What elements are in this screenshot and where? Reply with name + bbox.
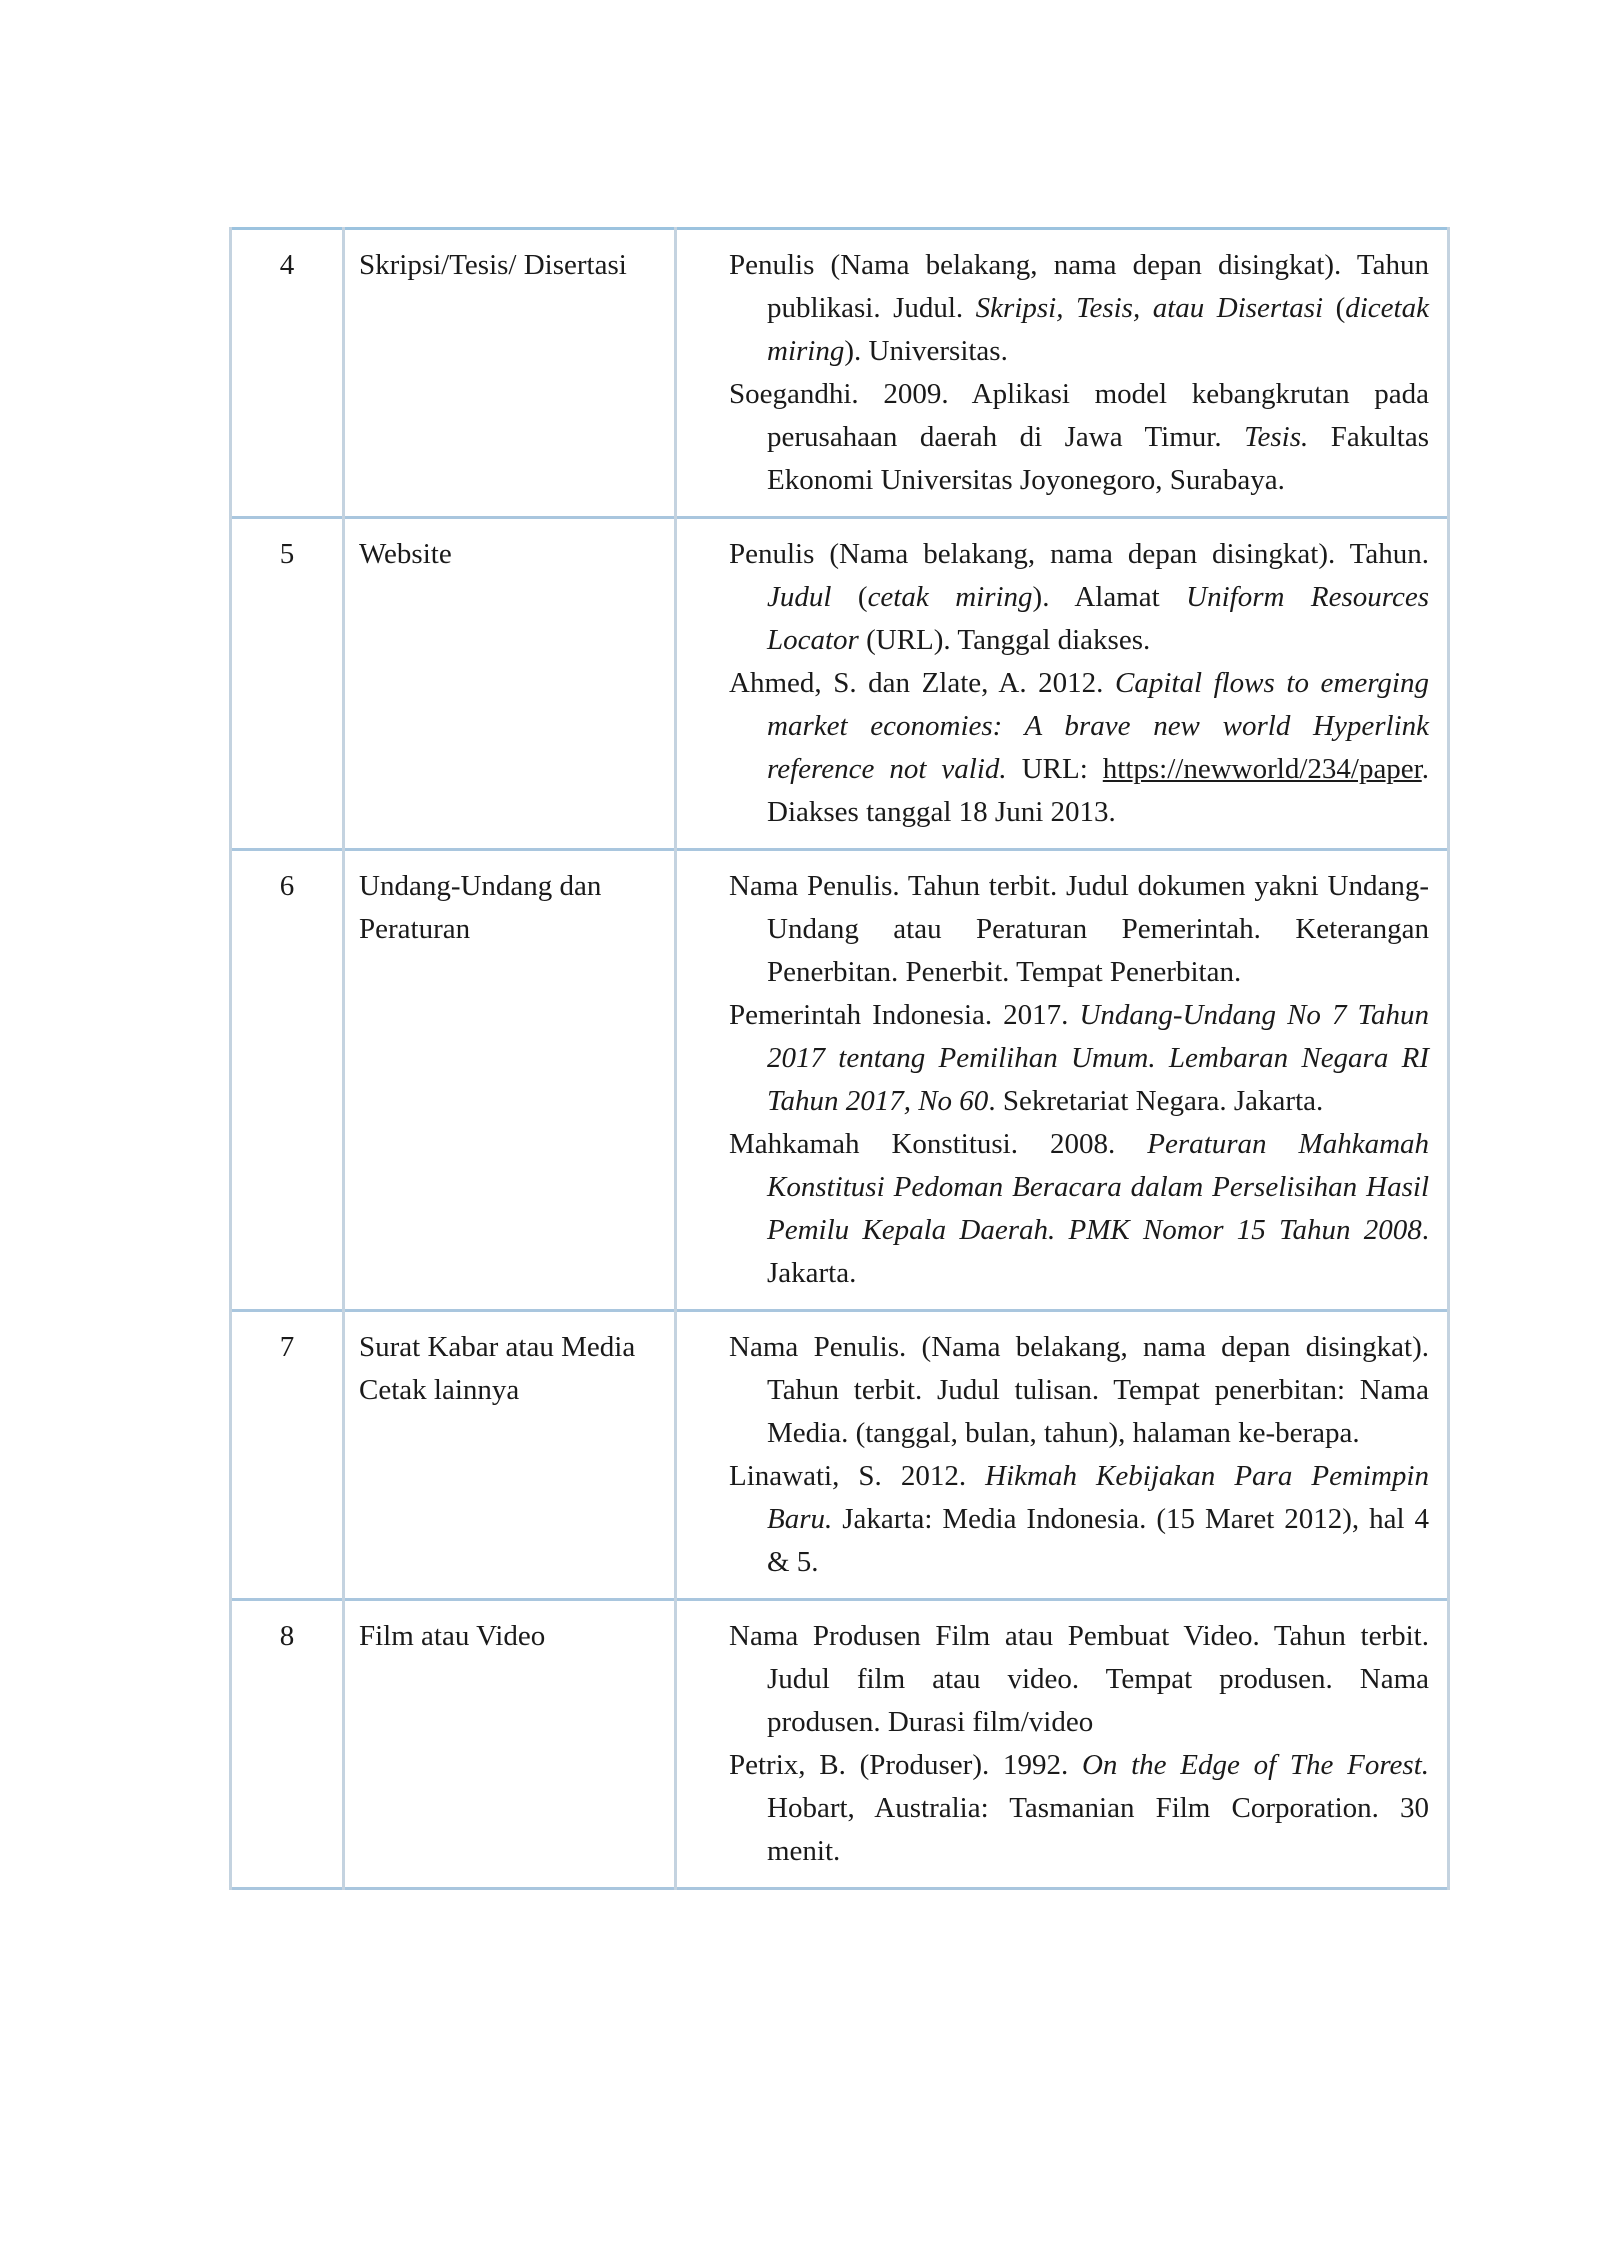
citation-example — [729, 1123, 1429, 1295]
row-number: 7 — [231, 1311, 344, 1600]
citation-text: Nama Produsen Film atau Pembuat Video. Tahun terbit. Judul film atau video. Tempat produsen. Nama produsen. Durasi film/video — [729, 1620, 1429, 1738]
reference-type: Film atau Video — [344, 1600, 676, 1889]
table-row — [231, 229, 1449, 518]
citation-text: (URL). Tanggal diakses. — [858, 624, 1151, 656]
reference-format-table — [229, 227, 1450, 1890]
italic-text: Peraturan Mahkamah Konstitusi Pedoman Beracara dalam Perselisihan Hasil Pemilu Kepala Daerah. PMK Nomor 15 Tahun 2008 — [767, 1128, 1430, 1246]
citation-format-cell — [676, 1311, 1449, 1600]
reference-type: Surat Kabar atau Media Cetak lainnya — [344, 1311, 676, 1600]
citation-format-cell — [676, 1600, 1449, 1889]
citation-format-template — [729, 244, 1429, 373]
citation-example — [729, 1744, 1429, 1873]
url-link[interactable]: https://newworld/234/paper — [1102, 753, 1422, 785]
citation-example — [729, 1455, 1429, 1584]
table-row — [231, 518, 1449, 850]
italic-text: Skripsi, Tesis, atau Disertasi — [975, 292, 1324, 324]
citation-text: Nama Penulis. Tahun terbit. Judul dokumen yakni Undang-Undang atau Peraturan Pemerintah. Keterangan Penerbitan. Penerbit. Tempat Penerbitan. — [729, 870, 1429, 988]
row-number: 6 — [231, 850, 344, 1311]
citation-text: Penulis (Nama belakang, nama depan disingkat). Tahun publikasi. Judul. — [729, 249, 1429, 324]
table-row — [231, 1311, 1449, 1600]
citation-text: Nama Penulis. (Nama belakang, nama depan disingkat). Tahun terbit. Judul tulisan. Tempat penerbitan: Nama Media. (tanggal, bulan, tahun), halaman ke-berapa. — [729, 1331, 1429, 1449]
citation-format-template — [729, 1615, 1429, 1744]
citation-text: URL: — [1006, 753, 1103, 785]
citation-example — [729, 994, 1429, 1123]
citation-text: Fakultas Ekonomi Universitas Joyonegoro, Surabaya. — [767, 421, 1429, 496]
citation-format-template — [729, 1326, 1429, 1455]
citation-format-cell — [676, 229, 1449, 518]
citation-format-template — [729, 865, 1429, 994]
citation-example — [729, 373, 1429, 502]
italic-text: Undang-Undang No 7 Tahun 2017 tentang Pemilihan Umum. Lembaran Negara RI Tahun 2017, No 60 — [767, 999, 1429, 1117]
reference-type: Skripsi/Tesis/ Disertasi — [344, 229, 676, 518]
table-row — [231, 850, 1449, 1311]
reference-type: Undang-Undang dan Peraturan — [344, 850, 676, 1311]
citation-text: Linawati, S. 2012. — [729, 1460, 986, 1492]
italic-text: dicetak miring — [767, 292, 1429, 367]
citation-example — [729, 662, 1429, 834]
reference-type: Website — [344, 518, 676, 850]
citation-format-cell — [676, 850, 1449, 1311]
italic-text: Hikmah Kebijakan Para Pemimpin Baru. — [767, 1460, 1429, 1535]
citation-text: . Sekretariat Negara. Jakarta. — [988, 1085, 1324, 1117]
citation-text: Petrix, B. (Produser). 1992. — [729, 1749, 1082, 1781]
italic-text: On the Edge of The Forest. — [1081, 1749, 1430, 1781]
citation-text: . Diakses tanggal 18 Juni 2013. — [767, 753, 1429, 828]
italic-text: Judul — [767, 581, 832, 613]
italic-text: Capital flows to emerging market economies: A brave new world Hyperlink reference not valid. — [767, 667, 1429, 785]
citation-text: Penulis (Nama belakang, nama depan disingkat). Tahun. — [729, 538, 1429, 570]
citation-text: ). Universitas. — [844, 335, 1008, 367]
citation-text: Pemerintah Indonesia. 2017. — [729, 999, 1080, 1031]
row-number: 5 — [231, 518, 344, 850]
citation-text: Hobart, Australia: Tasmanian Film Corporation. 30 menit. — [767, 1792, 1429, 1867]
citation-text: Ahmed, S. dan Zlate, A. 2012. — [729, 667, 1115, 699]
citation-text: ( — [1323, 292, 1346, 324]
citation-format-template — [729, 533, 1429, 662]
citation-text: ( — [831, 581, 868, 613]
table-row — [231, 1600, 1449, 1889]
citation-text: Soegandhi. 2009. Aplikasi model kebangkrutan pada perusahaan daerah di Jawa Timur. — [729, 378, 1429, 453]
italic-text: cetak miring — [867, 581, 1033, 613]
citation-format-cell — [676, 518, 1449, 850]
table-body — [231, 229, 1449, 1889]
italic-text: Tesis. — [1244, 421, 1309, 453]
citation-text: Mahkamah Konstitusi. 2008. — [729, 1128, 1148, 1160]
italic-text: Uniform Resources Locator — [767, 581, 1429, 656]
citation-text: ). Alamat — [1032, 581, 1187, 613]
citation-text: Jakarta: Media Indonesia. (15 Maret 2012), hal 4 & 5. — [767, 1503, 1429, 1578]
citation-text: . Jakarta. — [767, 1214, 1429, 1289]
row-number: 4 — [231, 229, 344, 518]
row-number: 8 — [231, 1600, 344, 1889]
